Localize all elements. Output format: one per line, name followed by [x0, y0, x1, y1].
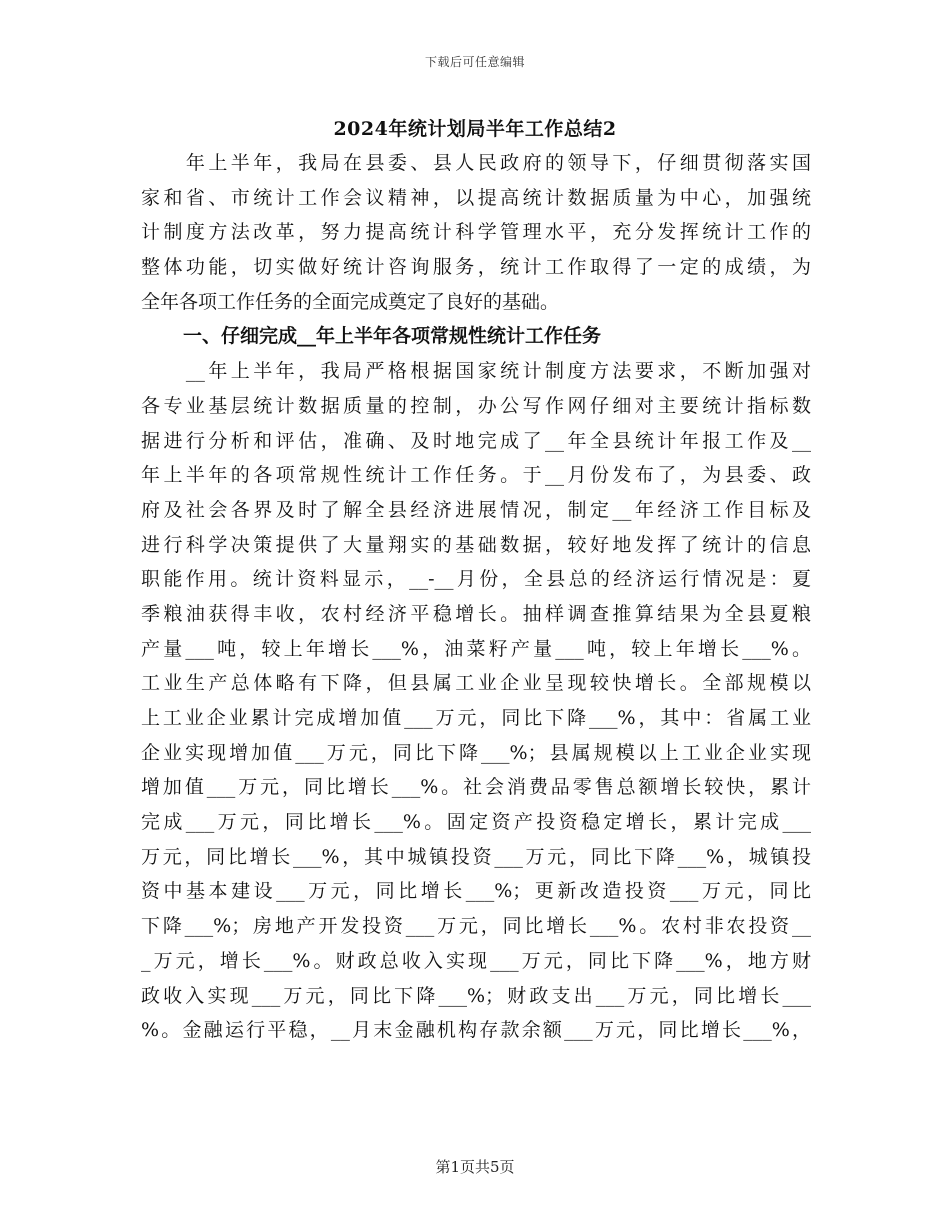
- paragraph-line: 资中基本建设___万元，同比增长___%；更新改造投资___万元，同比: [141, 880, 811, 903]
- section-heading: 一、仔细完成__年上半年各项常规性统计工作任务: [183, 325, 602, 348]
- document-body: [141, 146, 811, 1048]
- paragraph-line: 企业实现增加值___万元，同比下降___%；县属规模以上工业企业实现: [141, 741, 811, 764]
- paragraph-line: 完成___万元，同比增长___%。固定资产投资稳定增长，累计完成___: [141, 811, 811, 834]
- paragraph-line: 上工业企业累计完成增加值___万元，同比下降___%，其中：省属工业: [141, 707, 811, 729]
- paragraph-line: 工业生产总体略有下降，但县属工业企业呈现较快增长。全部规模以: [141, 672, 811, 695]
- paragraph-line: 政收入实现___万元，同比下降___%；财政支出___万元，同比增长___: [141, 984, 811, 1007]
- paragraph-line: 年上半年的各项常规性统计工作任务。于__月份发布了，为县委、政: [141, 464, 811, 487]
- paragraph-line: 万元，同比增长___%，其中城镇投资___万元，同比下降___%，城镇投: [141, 845, 811, 868]
- paragraph-line: 季粮油获得丰收，农村经济平稳增长。抽样调查推算结果为全县夏粮: [141, 602, 811, 625]
- paragraph-line: _万元，增长___%。财政总收入实现___万元，同比下降___%，地方财: [141, 949, 811, 972]
- header-note: 下载后可任意编辑: [424, 55, 525, 69]
- paragraph-line: 下降___%；房地产开发投资___万元，同比增长___%。农村非农投资__: [141, 915, 811, 938]
- paragraph-line: 计制度方法改革，努力提高统计科学管理水平，充分发挥统计工作的: [141, 221, 811, 244]
- paragraph-line: 府及社会各界及时了解全县经济进展情况，制定__年经济工作目标及: [141, 498, 811, 521]
- paragraph-line: __年上半年，我局严格根据国家统计制度方法要求，不断加强对: [141, 360, 811, 383]
- paragraph-line: 职能作用。统计资料显示，__-__月份，全县总的经济运行情况是：夏: [141, 568, 811, 591]
- document-title: 2024年统计划局半年工作总结2: [333, 118, 617, 140]
- paragraph-line: 全年各项工作任务的全面完成奠定了良好的基础。: [141, 290, 560, 313]
- paragraph-line: 据进行分析和评估，准确、及时地完成了__年全县统计年报工作及__: [141, 429, 811, 452]
- paragraph-line: 整体功能，切实做好统计咨询服务，统计工作取得了一定的成绩，为: [141, 256, 811, 279]
- paragraph-line: 各专业基层统计数据质量的控制，办公写作网仔细对主要统计指标数: [141, 394, 811, 417]
- paragraph-line: 产量___吨，较上年增长___%，油菜籽产量___吨，较上年增长___%。: [141, 637, 811, 660]
- paragraph-line: 家和省、市统计工作会议精神，以提高统计数据质量为中心，加强统: [141, 186, 811, 209]
- page-footer: 第1页共5页: [435, 1158, 515, 1176]
- paragraph-line: 年上半年，我局在县委、县人民政府的领导下，仔细贯彻落实国: [141, 152, 811, 174]
- paragraph-line: %。金融运行平稳，__月末金融机构存款余额___万元，同比增长___%，: [141, 1019, 811, 1042]
- paragraph-line: 进行科学决策提供了大量翔实的基础数据，较好地发挥了统计的信息: [141, 533, 811, 556]
- paragraph-line: 增加值___万元，同比增长___%。社会消费品零售总额增长较快，累计: [141, 776, 811, 799]
